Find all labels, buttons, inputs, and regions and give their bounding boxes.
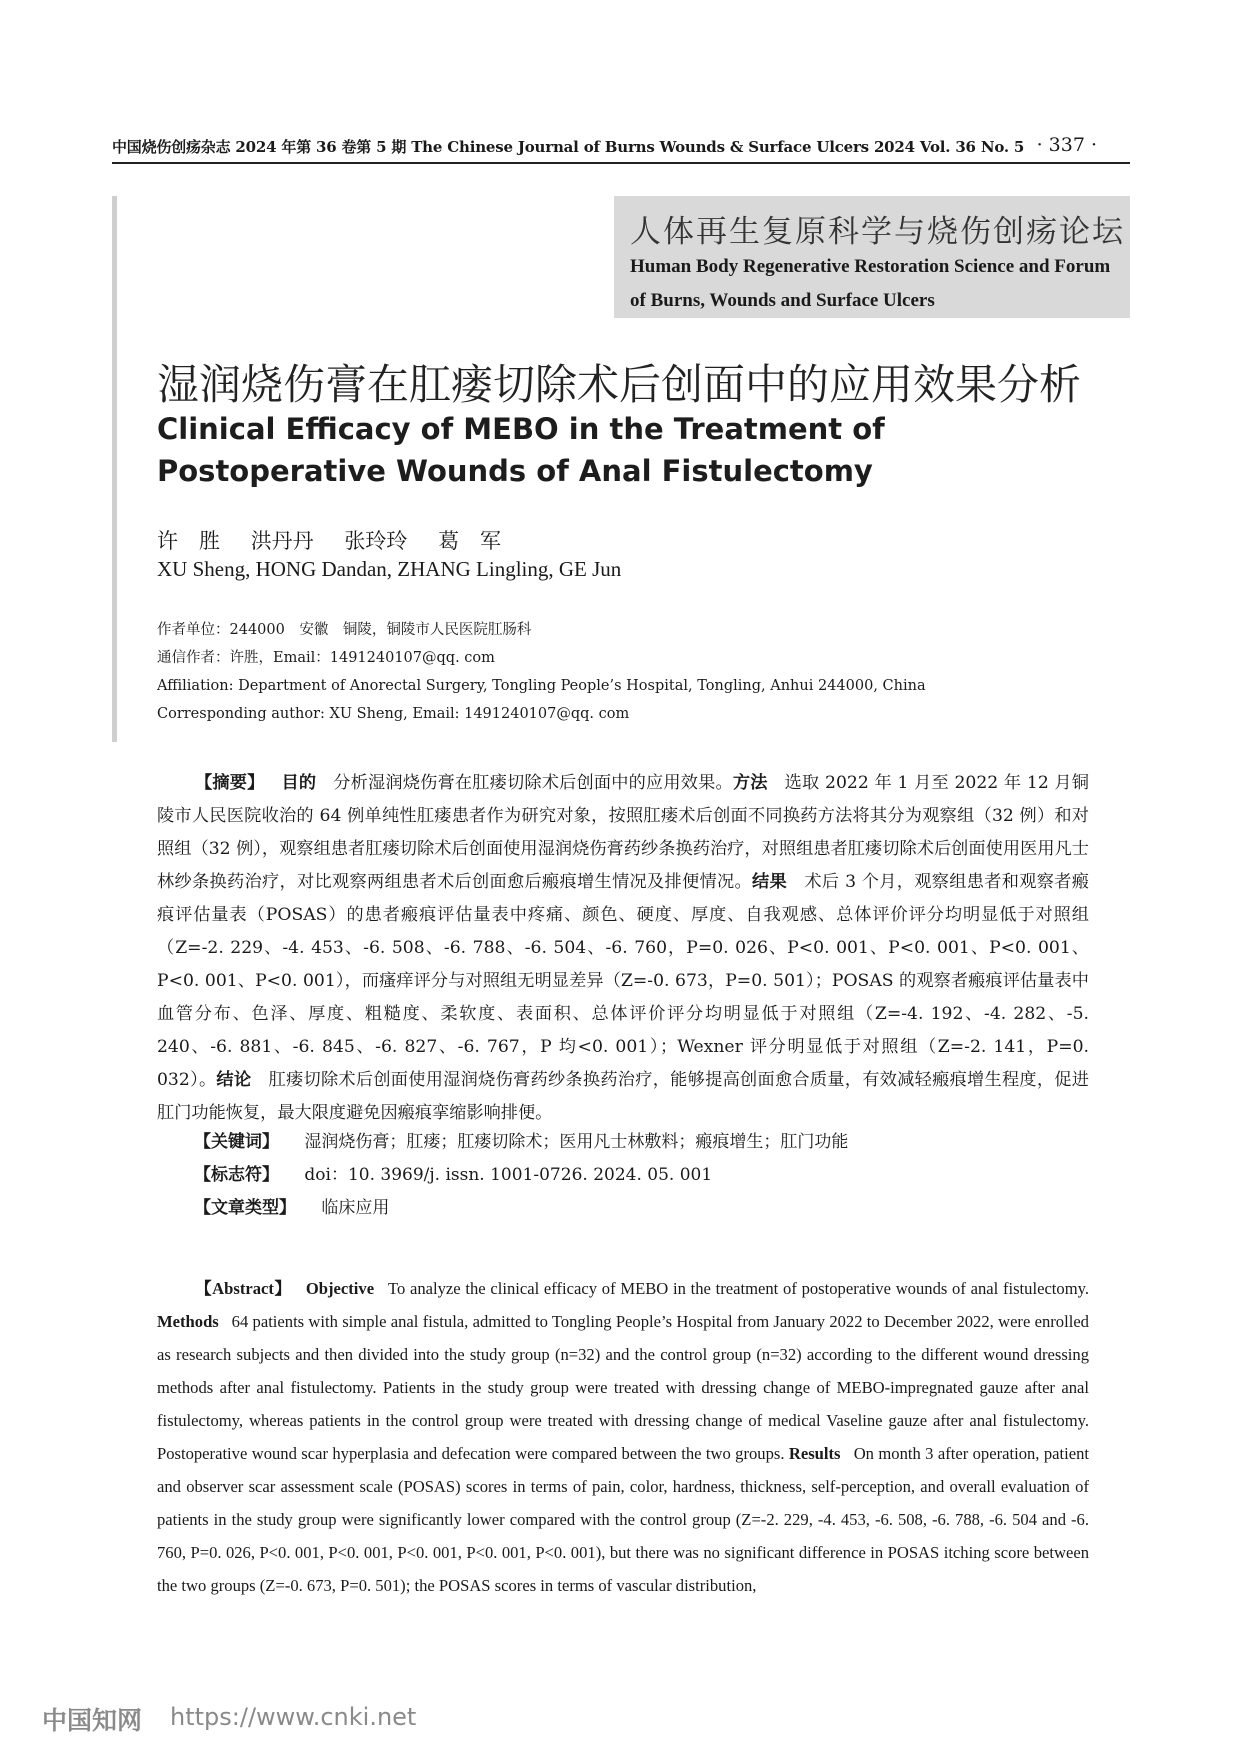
author-name: 张玲玲 [344, 529, 408, 553]
keywords-line [194, 1127, 848, 1152]
article-type-line [194, 1193, 389, 1218]
affiliation-en: Affiliation: Department of Anorectal Surgery, Tongling People’s Hospital, Tongling, Anhui 244000, China [157, 678, 926, 694]
results-text-en: On month 3 after operation, patient and observer scar assessment scale (POSAS) scores in terms of pain, color, hardness, thickness, self-perception, and overall evaluation of patients in the study group were significantly lower compared with the control group (Z=-2. 229, -4. 453, -6. 508, -6. 788, -6. 504 and -6. 760, P=0. 026, P<0. 001, P<0. 001, P<0. 001, P<0. 001, P<0. 001), but there was no significant difference in POSAS itching score between the two groups (Z=-0. 673, P=0. 501); the POSAS scores in terms of vascular distribution, [157, 1444, 1089, 1595]
authors-cn [157, 525, 525, 555]
doi-value: doi：10. 3969/j. issn. 1001-0726. 2024. 05. 001 [304, 1165, 713, 1185]
cnki-url-link[interactable]: https://www.cnki.net [170, 1703, 417, 1731]
column-banner [614, 196, 1130, 318]
page-number: · 337 · [1036, 134, 1097, 156]
methods-text: 选取 2022 年 1 月至 2022 年 12 月铜陵市人民医院收治的 64 例单纯性肛瘘患者作为研究对象，按照肛瘘术后创面不同换药方法将其分为观察组（32 例）和对照组（32 例），观察组患者肛瘘切除术后创面使用湿润烧伤膏药纱条换药治疗，对照组患者肛瘘切除术后创面使用医用凡士林纱条换药治疗，对比观察两组患者术后创面愈后瘢痕增生情况及排便情况。 [157, 773, 1089, 892]
objective-label-en: Objective [305, 1279, 375, 1298]
methods-label: 方法 [732, 773, 768, 793]
author-unit: 作者单位：244000 安徽 铜陵，铜陵市人民医院肛肠科 [157, 622, 532, 638]
conclusion-label: 结论 [216, 1070, 252, 1090]
column-title-en: Human Body Regenerative Restoration Science and Forum of Burns, Wounds and Surface Ulcers [630, 256, 1111, 311]
authors-en: XU Sheng, HONG Dandan, ZHANG Lingling, GE Jun [157, 557, 622, 581]
author-name: 许 胜 [157, 529, 220, 553]
header-rule [112, 162, 1130, 164]
article-type-value: 临床应用 [321, 1198, 390, 1218]
keywords-label: 【关键词】 [194, 1132, 279, 1152]
conclusion-text: 肛瘘切除术后创面使用湿润烧伤膏药纱条换药治疗，能够提高创面愈合质量，有效减轻瘢痕增生程度，促进肛门功能恢复，最大限度避免因瘢痕挛缩影响排便。 [157, 1070, 1089, 1123]
author-name: 葛 军 [438, 529, 502, 553]
abstract-cn [157, 767, 1089, 1130]
running-head [112, 134, 1097, 158]
abstract-en [157, 1272, 1089, 1602]
objective-text-en: To analyze the clinical efficacy of MEBO in the treatment of postoperative wounds of anal fistulectomy. [387, 1279, 1089, 1298]
author-name: 洪丹丹 [250, 529, 314, 553]
article-title-cn: 湿润烧伤膏在肛瘘切除术后创面中的应用效果分析 [157, 360, 1082, 409]
article-title-en: Clinical Efficacy of MEBO in the Treatment of Postoperative Wounds of Anal Fistulectomy [157, 412, 885, 488]
identifier-line [194, 1160, 712, 1185]
objective-text: 分析湿润烧伤膏在肛瘘切除术后创面中的应用效果。 [333, 773, 733, 793]
affiliation-block [157, 616, 1117, 728]
keywords-value: 湿润烧伤膏；肛瘘；肛瘘切除术；医用凡士林敷料；瘢痕增生；肛门功能 [304, 1132, 849, 1152]
abstract-label-en: 【Abstract】 [195, 1279, 292, 1298]
column-title-cn: 人体再生复原科学与烧伤创疡论坛 [630, 214, 1125, 250]
article-type-label: 【文章类型】 [194, 1198, 296, 1218]
objective-label: 目的 [281, 773, 317, 793]
methods-text-en: 64 patients with simple anal fistula, admitted to Tongling People’s Hospital from January 2022 to December 2022, were enrolled as research subjects and then divided into the study group (n=32) and the control group (n=32) according to the different wound dressing methods after anal fistulectomy. Patients in the study group were treated with dressing change of MEBO-impregnated gauze after anal fistulectomy, whereas patients in the control group were treated with dressing change of medical Vaseline gauze after anal fistulectomy. Postoperative wound scar hyperplasia and defecation were compared between the two groups. [157, 1312, 1089, 1463]
results-label: 结果 [751, 872, 787, 892]
identifier-label: 【标志符】 [194, 1165, 279, 1185]
methods-label-en: Methods [157, 1312, 219, 1331]
corresponding-author-en: Corresponding author: XU Sheng, Email: 1491240107@qq. com [157, 706, 630, 722]
results-text: 术后 3 个月，观察组患者和观察者瘢痕评估量表（POSAS）的患者瘢痕评估量表中疼痛、颜色、硬度、厚度、自我观感、总体评价评分均明显低于对照组（Z=-2. 229、-4. 453、-6. 508、-6. 788、-6. 504、-6. 760，P=0. 026、P<0. 001、P<0. 001、P<0. 001、P<0. 001、P<0. 001），而瘙痒评分与对照组无明显差异（Z=-0. 673，P=0. 501）；POSAS 的观察者瘢痕评估量表中血管分布、色泽、厚度、粗糙度、柔软度、表面积、总体评价评分均明显低于对照组（Z=-4. 192、-4. 282、-5. 240、-6. 881、-6. 845、-6. 827、-6. 767，P 均<0. 001）；Wexner 评分明显低于对照组（Z=-2. 141，P=0. 032）。 [157, 872, 1089, 1090]
corresponding-author-cn: 通信作者：许胜，Email：1491240107@qq. com [157, 650, 495, 666]
left-accent-bar [112, 196, 117, 742]
results-label-en: Results [788, 1444, 841, 1463]
journal-citation: 中国烧伤创疡杂志 2024 年第 36 卷第 5 期 The Chinese Journal of Burns Wounds & Surface Ulcers 2024 Vol. 36 No. 5 [112, 138, 1025, 156]
abstract-label: 【摘要】 [195, 773, 265, 793]
cnki-logo: 中国知网 [42, 1706, 143, 1735]
